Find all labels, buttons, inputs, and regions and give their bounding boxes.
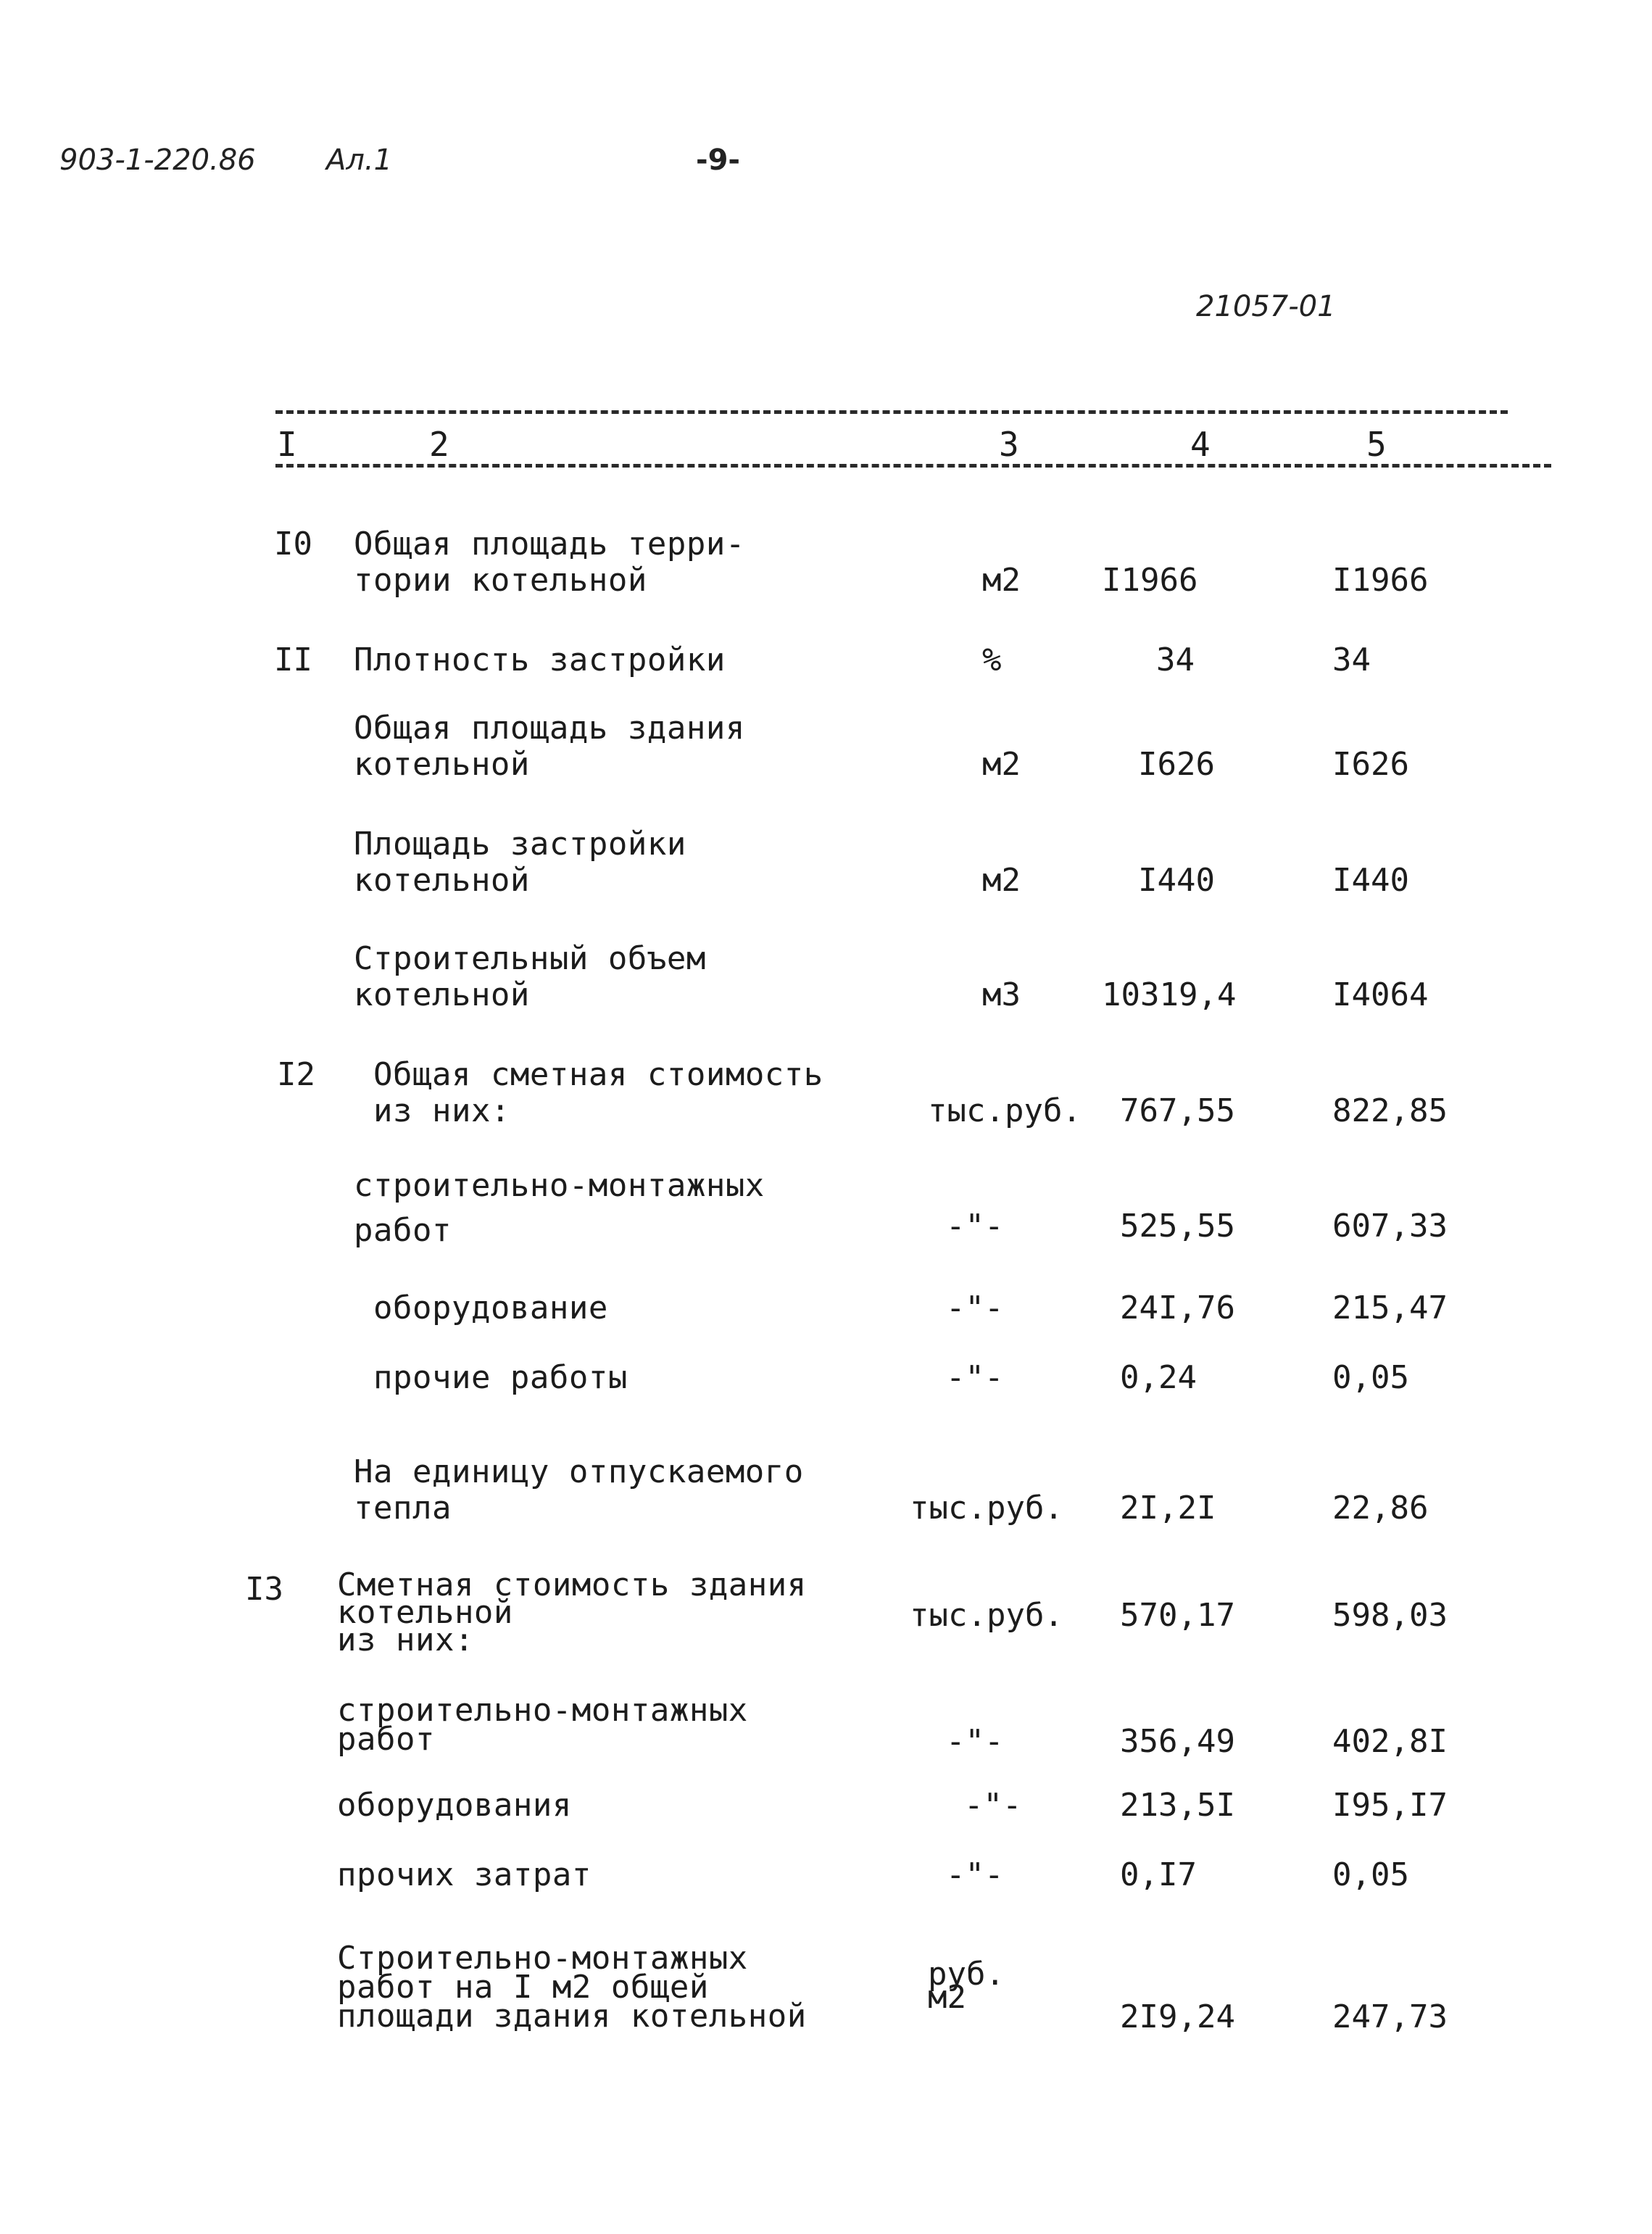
row-number: II <box>274 641 312 678</box>
row-value-col4: 356,49 <box>1120 1723 1235 1760</box>
row-value-col4: 213,5I <box>1120 1787 1235 1824</box>
row-number: I3 <box>245 1571 283 1608</box>
row-description: оборудования <box>337 1787 572 1824</box>
row-value-col4: 570,17 <box>1120 1597 1235 1634</box>
row-description: прочие работы <box>373 1359 628 1396</box>
row-unit: м2 <box>982 562 1021 599</box>
row-value-col5: I95,I7 <box>1332 1787 1448 1824</box>
row-description: Площадь застройки котельной <box>354 826 686 899</box>
row-description: строительно-монтажных работ <box>354 1167 765 1249</box>
row-value-col4: 0,I7 <box>1120 1856 1197 1893</box>
row-value-col5: 0,05 <box>1332 1856 1409 1893</box>
row-unit: м2 <box>982 746 1021 783</box>
row-value-col5: I1966 <box>1332 562 1429 599</box>
row-unit: м2 <box>982 862 1021 899</box>
row-value-col5: 247,73 <box>1332 1998 1448 2035</box>
row-description: На единицу отпускаемого тепла <box>354 1453 804 1527</box>
row-value-col4: 24I,76 <box>1120 1290 1235 1326</box>
row-unit: -"- <box>946 1208 1004 1245</box>
row-value-col4: 10319,4 <box>1102 976 1237 1013</box>
column-number-5: 5 <box>1366 425 1387 464</box>
row-value-col5: 598,03 <box>1332 1597 1448 1634</box>
row-value-col4: 2I,2I <box>1120 1490 1216 1527</box>
row-unit: -"- <box>946 1359 1004 1396</box>
row-value-col4: I440 <box>1138 862 1215 899</box>
row-unit: % <box>982 641 1002 678</box>
row-unit: -"- <box>946 1290 1004 1326</box>
stamp-number: 21057-01 <box>1196 290 1336 323</box>
row-description: Строительно-монтажных работ на I м2 общей площади здания котельной <box>337 1940 807 2035</box>
row-value-col5: 215,47 <box>1332 1290 1448 1326</box>
row-description: Общая площадь терри- тории котельной <box>354 526 745 599</box>
row-value-col4: 525,55 <box>1120 1208 1235 1245</box>
row-value-col5: I440 <box>1332 862 1409 899</box>
page-number: -9- <box>696 144 741 177</box>
row-description: Сметная стоимость здания котельной из них: <box>337 1566 807 1658</box>
document-code: 903-1-220.86 <box>59 144 256 177</box>
row-number: I2 <box>277 1056 315 1093</box>
row-description: Общая площадь здания котельной <box>354 710 745 783</box>
row-value-col4: I1966 <box>1102 562 1198 599</box>
row-value-col4: 0,24 <box>1120 1359 1197 1396</box>
table-header-top-rule <box>275 410 1508 414</box>
row-unit: -"- <box>964 1787 1022 1824</box>
column-number-3: 3 <box>999 425 1019 464</box>
row-number: I0 <box>274 526 312 562</box>
column-number-4: 4 <box>1190 425 1211 464</box>
row-description: прочих затрат <box>337 1856 592 1893</box>
row-value-col4: 2I9,24 <box>1120 1998 1235 2035</box>
row-unit: руб. м2 <box>928 1956 1005 2016</box>
column-number-1: I <box>277 425 297 464</box>
row-value-col5: 22,86 <box>1332 1490 1429 1527</box>
table-header-bottom-rule <box>275 464 1551 468</box>
row-unit: тыс.руб. <box>910 1597 1063 1634</box>
row-value-col5: 607,33 <box>1332 1208 1448 1245</box>
row-unit: -"- <box>946 1856 1004 1893</box>
row-value-col5: 402,8I <box>1332 1723 1448 1760</box>
row-unit: м3 <box>982 976 1021 1013</box>
row-value-col4: 34 <box>1156 641 1195 678</box>
row-description: Общая сметная стоимость из них: <box>373 1056 823 1129</box>
row-unit: -"- <box>946 1723 1004 1760</box>
row-value-col5: 0,05 <box>1332 1359 1409 1396</box>
row-description: оборудование <box>373 1290 608 1326</box>
row-description: Строительный объем котельной <box>354 940 706 1013</box>
row-unit: тыс.руб. <box>910 1490 1063 1527</box>
row-description: Плотность застройки <box>354 641 726 678</box>
row-description: строительно-монтажных работ <box>337 1692 748 1758</box>
album-label: Ал.1 <box>326 144 393 177</box>
row-value-col4: I626 <box>1138 746 1215 783</box>
row-value-col5: 822,85 <box>1332 1092 1448 1129</box>
row-value-col4: 767,55 <box>1120 1092 1235 1129</box>
row-value-col5: 34 <box>1332 641 1371 678</box>
column-number-2: 2 <box>429 425 449 464</box>
row-value-col5: I4064 <box>1332 976 1429 1013</box>
row-value-col5: I626 <box>1332 746 1409 783</box>
row-unit: тыс.руб. <box>928 1092 1082 1129</box>
